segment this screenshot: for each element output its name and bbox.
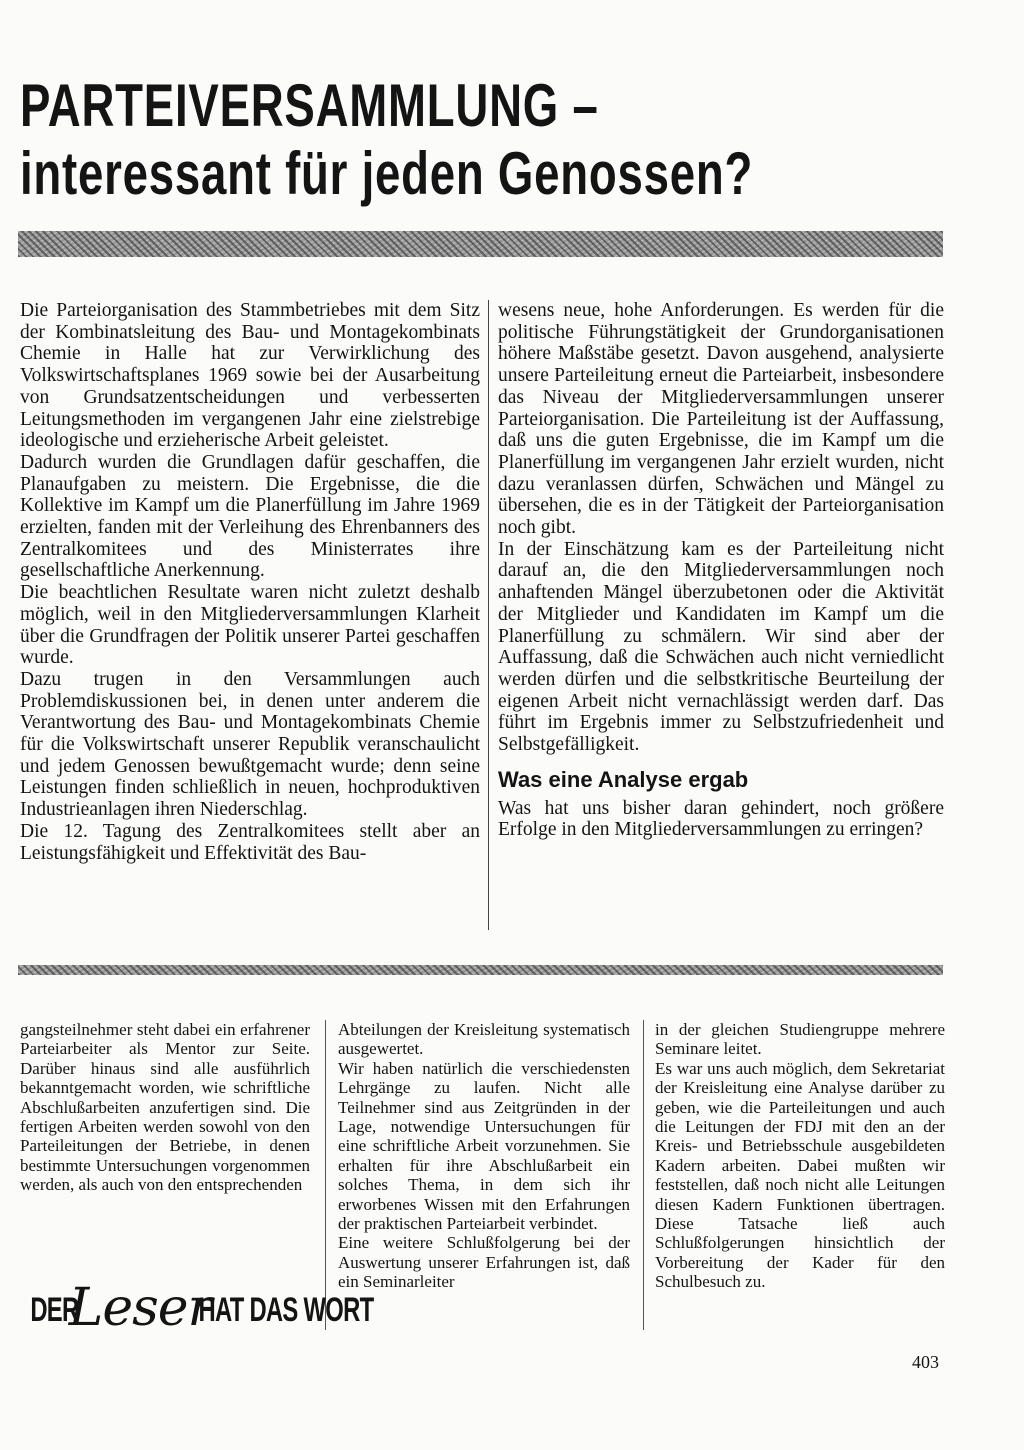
headline-line-1: PARTEIVERSAMMLUNG – (20, 72, 599, 139)
paragraph: Eine weitere Schlußfolgerung bei der Auswertung unserer Erfahrungen ist, daß ein Seminarleiter (338, 1233, 630, 1292)
lower-column-3 (655, 1020, 945, 1292)
paragraph: In der Einschätzung kam es der Parteileitung nicht darauf an, die den Mitgliederversammlungen noch anhaftenden Mängel überzubetonen oder die Aktivität der Mitglieder und Kandidaten im Kampf um die Planerfüllung zu schmälern. Wir sind aber der Auffassung, daß die Schwächen auch nicht verniedlicht werden dürfen und die selbstkritische Beurteilung der eigenen Arbeit nicht vernachlässigt werden darf. Das führt im Ergebnis immer zu Selbstzufriedenheit und Selbstgefälligkeit. (498, 538, 944, 756)
logo-script: Leser (68, 1278, 212, 1338)
paragraph: Dazu trugen in den Versammlungen auch Problemdiskussionen bei, in denen unter anderem die Verantwortung des Bau- und Montagekombinats Chemie für die Volkswirtschaft unserer Republik veranschaulicht und jedem Genossen bewußtgemacht wurde; denn seine Leistungen finden schließlich in neuen, hochproduktiven Industrieanlagen ihren Niederschlag. (20, 668, 480, 821)
headline-divider (18, 231, 943, 257)
paragraph: wesens neue, hohe Anforderungen. Es werden für die politische Führungstätigkeit der Grundorganisationen höhere Maßstäbe gesetzt. Davon ausgehend, analysierte unsere Parteileitung erneut die Parteiarbeit, insbesondere das Niveau der Mitgliederversammlungen unserer Parteiorganisation. Die Parteileitung ist der Auffassung, daß uns die guten Ergebnisse, die im Kampf um die Planerfüllung im vergangenen Jahr erzielt wurden, nicht dazu veranlassen dürfen, Schwächen und Mängel zu übersehen, die es in der Tätigkeit der Parteiorganisation noch gibt. (498, 300, 944, 539)
paragraph: Dadurch wurden die Grundlagen dafür geschaffen, die Planaufgaben zu meistern. Die Ergebnisse, die die Kollektive im Kampf um die Planerfüllung im Jahre 1969 erzielten, fanden mit der Verleihung des Ehrenbanners des Zentralkomitees und des Ministerrates ihre gesellschaftliche Anerkennung. (20, 451, 480, 582)
paragraph: Die beachtlichen Resultate waren nicht zuletzt deshalb möglich, weil in den Mitgliederversammlungen Klarheit über die Grundfragen der Politik unserer Partei geschaffen wurde. (20, 582, 480, 669)
logo-hat-das-wort: HAT DAS WORT (198, 1290, 374, 1329)
paragraph: Es war uns auch möglich, dem Sekretariat der Kreisleitung eine Analyse darüber zu geben, wie die Parteileitungen und auch die Leitungen der FDJ mit den an der Kreis- und Betriebsschule ausgebildeten Kadern arbeiten. Dabei mußten wir feststellen, daß noch nicht alle Leitungen diesen Kadern Funktionen übertragen. Diese Tatsache ließ auch Schlußfolgerungen hinsichtlich der Vorbereitung der Kader für den Schulbesuch zu. (655, 1058, 945, 1292)
headline (20, 72, 753, 209)
headline-line-2: interessant für jeden Genossen? (20, 140, 754, 208)
page-number: 403 (912, 1352, 939, 1372)
logo-der: DER (30, 1290, 79, 1329)
column-rule (643, 1020, 644, 1330)
column-rule (488, 300, 489, 930)
section-divider (18, 965, 943, 975)
paragraph: Was hat uns bisher daran gehindert, noch größere Erfolge in den Mitgliederversammlungen zu erringen? (498, 797, 944, 841)
paragraph: Die Parteiorganisation des Stammbetriebes mit dem Sitz der Kombinatsleitung des Bau- und Montagekombinats Chemie in Halle hat zur Verwirklichung des Volkswirtschaftsplanes 1969 sowie bei der Ausarbeitung von Grundsatzentscheidungen und verbesserten Leitungsmethoden im vergangenen Jahr eine zielstrebige ideologische und erzieherische Arbeit geleistet. (20, 300, 480, 452)
paragraph: Die 12. Tagung des Zentralkomitees stellt aber an Leistungsfähigkeit und Effektivität des Bau- (20, 820, 480, 864)
article-column-2 (498, 300, 944, 841)
paragraph: Abteilungen der Kreisleitung systematisch ausgewertet. (338, 1020, 630, 1059)
paragraph: Wir haben natürlich die verschiedensten Lehrgänge zu laufen. Nicht alle Teilnehmer sind aus Zeitgründen in der Lage, notwendige Untersuchungen für eine schriftliche Arbeit vorzunehmen. Sie erhalten für ihre Abschlußarbeit ein solches Thema, in dem sich ihr erworbenes Wissen mit den Erfahrungen der praktischen Parteiarbeit verbindet. (338, 1058, 630, 1234)
lower-column-1 (20, 1020, 310, 1195)
der-leser-hat-das-wort-logo (20, 1280, 411, 1340)
article-column-1 (20, 300, 480, 864)
lower-column-2 (338, 1020, 630, 1292)
paragraph: in der gleichen Studiengruppe mehrere Seminare leitet. (655, 1020, 945, 1059)
paragraph: gangsteilnehmer steht dabei ein erfahrener Parteiarbeiter als Mentor zur Seite. Darüber hinaus sind alle ausführlich bekanntgemacht worden, wie schriftliche Abschlußarbeiten anzufertigen sind. Die fertigen Arbeiten werden sowohl von den Parteileitungen der Betriebe, in denen bestimmte Untersuchungen vorgenommen werden, als auch von den entsprechenden (20, 1020, 310, 1195)
subheading: Was eine Analyse ergab (498, 766, 749, 792)
